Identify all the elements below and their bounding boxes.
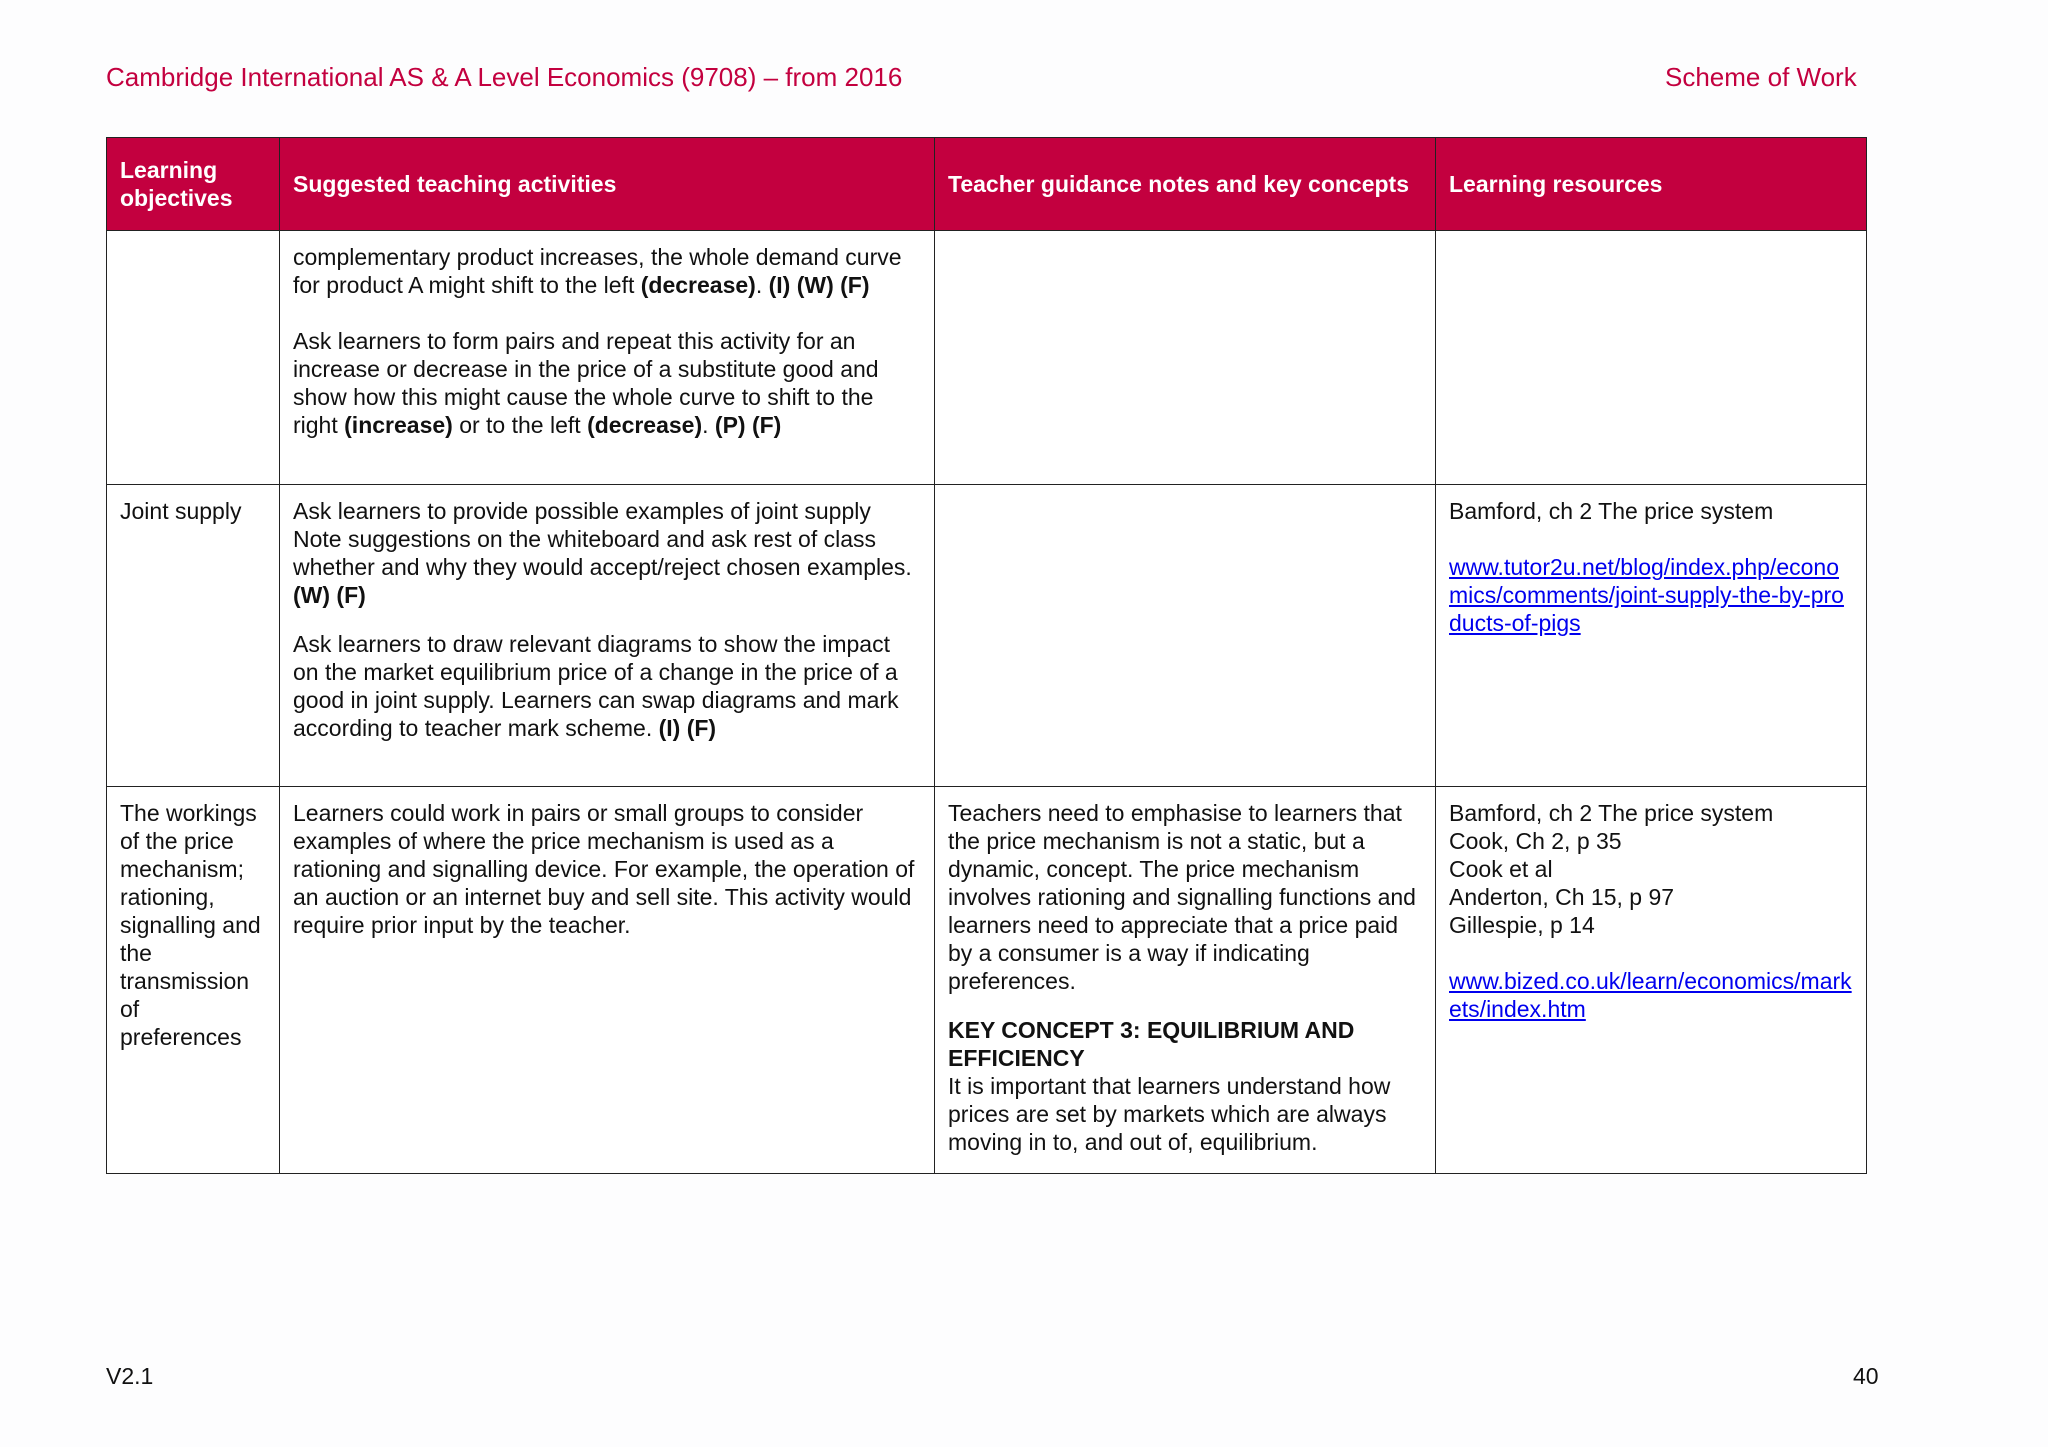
objective-cell <box>107 231 280 485</box>
column-header-guidance-notes: Teacher guidance notes and key concepts <box>935 138 1436 231</box>
resources-cell <box>1436 787 1867 1174</box>
objective-cell: Joint supply <box>107 485 280 787</box>
version-label: V2.1 <box>106 1363 154 1389</box>
table-header-row <box>107 138 1867 231</box>
resource-item: Gillespie, p 14 <box>1449 912 1595 938</box>
key-concept-heading: KEY CONCEPT 3: EQUILIBRIUM AND EFFICIENCY <box>948 1017 1355 1071</box>
resource-item: Bamford, ch 2 The price system <box>1449 800 1774 826</box>
activity-paragraph: Ask learners to draw relevant diagrams to show the impact on the market equilibrium price of a change in the price of a good in joint supply. Learners can swap diagrams and mark according to teacher mark scheme. (I) (F) <box>293 631 899 741</box>
activity-codes: (W) (F) <box>293 582 366 608</box>
resources-cell <box>1436 231 1867 485</box>
activity-codes: (I) (W) (F) <box>768 272 870 298</box>
activity-paragraph: complementary product increases, the whole demand curve for product A might shift to the left (decrease). (I) (W) (F) <box>293 244 902 298</box>
resource-text: Bamford, ch 2 The price system <box>1449 498 1774 524</box>
guidance-cell <box>935 485 1436 787</box>
scheme-of-work-table <box>106 137 1867 1174</box>
table-row <box>107 787 1867 1174</box>
objective-cell: The workings of the price mechanism; rationing, signalling and the transmission of preferences <box>107 787 280 1174</box>
activity-cell: Learners could work in pairs or small groups to consider examples of where the price mechanism is used as a rationing and signalling device. For example, the operation of an auction or an internet buy and sell site. This activity would require prior input by the teacher. <box>280 787 935 1174</box>
column-header-learning-objectives: Learning objectives <box>107 138 280 231</box>
resources-cell <box>1436 485 1867 787</box>
resource-link[interactable]: www.bized.co.uk/learn/economics/markets/index.htm <box>1449 968 1852 1022</box>
section-title: Scheme of Work <box>1665 62 1857 92</box>
guidance-cell <box>935 787 1436 1174</box>
table-row <box>107 485 1867 787</box>
page-number: 40 <box>1853 1363 1879 1389</box>
resource-item: Anderton, Ch 15, p 97 <box>1449 884 1675 910</box>
guidance-paragraph: Teachers need to emphasise to learners that the price mechanism is not a static, but a dynamic, concept. The price mechanism involves rationing and signalling functions and learners need to appreciate that a price paid by a consumer is a way if indicating preferences. <box>948 800 1416 994</box>
resource-item: Cook et al <box>1449 856 1553 882</box>
activity-cell <box>280 231 935 485</box>
document-title: Cambridge International AS & A Level Economics (9708) – from 2016 <box>106 62 903 92</box>
guidance-cell <box>935 231 1436 485</box>
activity-paragraph: Ask learners to form pairs and repeat this activity for an increase or decrease in the price of a substitute good and show how this might cause the whole curve to shift to the right (increase) or to the left (decrease). (P) (F) <box>293 328 879 438</box>
activity-paragraph: Ask learners to provide possible examples of joint supply Note suggestions on the whiteboard and ask rest of class whether and why they would accept/reject chosen examples. (W) (F) <box>293 498 912 608</box>
activity-codes: (I) (F) <box>658 715 717 741</box>
guidance-paragraph: It is important that learners understand how prices are set by markets which are always moving in to, and out of, equilibrium. <box>948 1073 1391 1155</box>
activity-codes: (P) (F) <box>714 412 782 438</box>
resource-item: Cook, Ch 2, p 35 <box>1449 828 1622 854</box>
column-header-learning-resources: Learning resources <box>1436 138 1867 231</box>
column-header-teaching-activities: Suggested teaching activities <box>280 138 935 231</box>
resource-link[interactable]: www.tutor2u.net/blog/index.php/economics/comments/joint-supply-the-by-products-of-pigs <box>1449 554 1844 636</box>
table-row <box>107 231 1867 485</box>
activity-cell <box>280 485 935 787</box>
